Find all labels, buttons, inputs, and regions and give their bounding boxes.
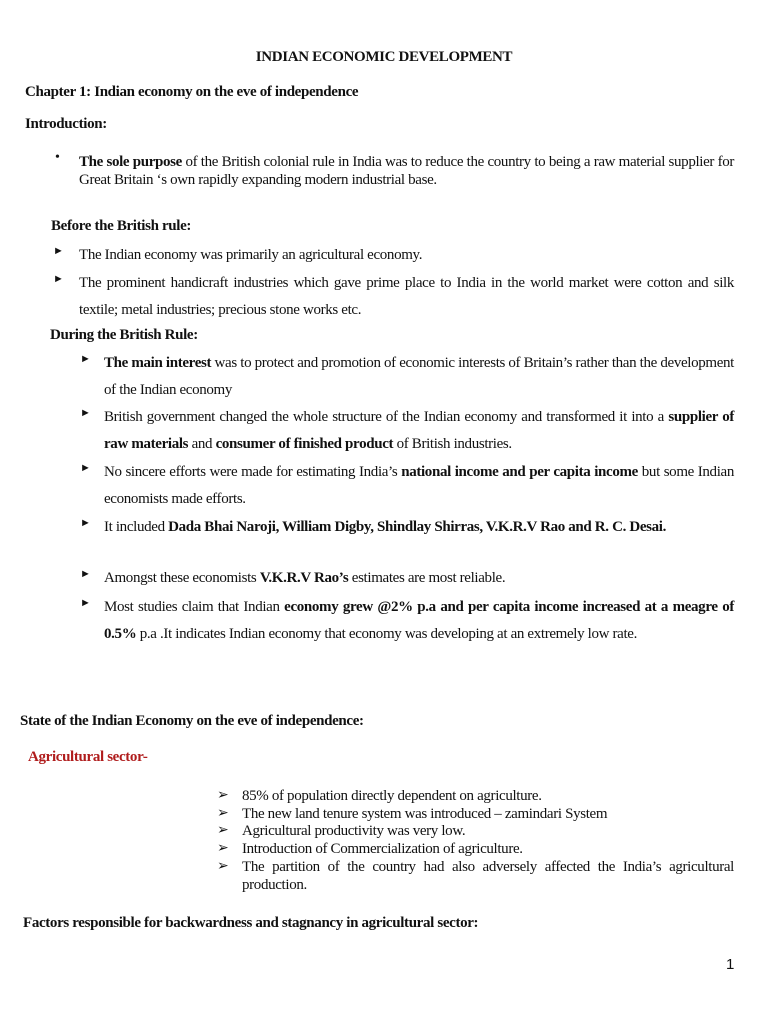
bold-text: V.K.R.V Rao’s <box>259 570 349 586</box>
factors-heading: Factors responsible for backwardness and stagnancy in agricultural sector: <box>23 915 479 931</box>
chapter-heading: Chapter 1: Indian economy on the eve of independence <box>25 84 359 100</box>
before-british-heading: Before the British rule: <box>51 218 192 234</box>
list-item: Introduction of Commercialization of agriculture. <box>242 841 523 857</box>
text: was to protect and promotion of economic interests of Britain’s rather than the development of the Indian economy <box>104 355 734 398</box>
document-title: INDIAN ECONOMIC DEVELOPMENT <box>255 49 513 65</box>
text: but some Indian economists made efforts. <box>104 464 734 507</box>
text: Most studies claim that Indian <box>104 599 285 615</box>
list-item <box>79 270 734 324</box>
text: of the British colonial rule in India was to reduce the country to being a raw material supplier for Great Britain ‘s own rapidly expanding modern industrial base. <box>79 154 735 188</box>
arrowhead-bullet-icon: ➢ <box>217 788 229 803</box>
text: p.a .It indicates Indian economy that economy was developing at an extremely low rate. <box>136 626 637 642</box>
bold-text: consumer of finished product <box>215 436 394 452</box>
list-item: The new land tenure system was introduced – zamindari System <box>242 806 608 822</box>
list-item <box>104 404 734 458</box>
list-item <box>104 350 734 404</box>
text: British government changed the whole structure of the Indian economy and transformed it into a <box>104 409 669 425</box>
text: The Indian economy was primarily an agricultural economy. <box>79 247 423 263</box>
during-british-heading: During the British Rule: <box>50 327 198 343</box>
intro-bullet-text <box>79 153 734 189</box>
arrowhead-bullet-icon: ➢ <box>217 806 229 821</box>
bullet-icon: • <box>55 150 60 165</box>
triangle-bullet-icon: ► <box>53 273 64 285</box>
list-item <box>104 459 734 513</box>
text: The prominent handicraft industries which gave prime place to India in the world market were cotton and silk textile; metal industries; precious stone works etc. <box>79 275 734 318</box>
arrowhead-bullet-icon: ➢ <box>217 823 229 838</box>
text: estimates are most reliable. <box>348 570 506 586</box>
state-heading: State of the Indian Economy on the eve of independence: <box>20 713 364 729</box>
list-item: Agricultural productivity was very low. <box>242 823 466 839</box>
agricultural-sector-heading: Agricultural sector- <box>28 749 148 765</box>
triangle-bullet-icon: ► <box>53 245 64 257</box>
arrowhead-bullet-icon: ➢ <box>217 841 229 856</box>
text: Amongst these economists <box>104 570 260 586</box>
introduction-heading: Introduction: <box>25 116 107 132</box>
list-item: 85% of population directly dependent on agriculture. <box>242 788 542 804</box>
list-item <box>79 242 734 269</box>
triangle-bullet-icon: ► <box>80 568 91 580</box>
bold-text: economy grew @2% p.a and per capita income increased at a meagre of 0.5% <box>104 599 734 642</box>
text: and <box>188 436 216 452</box>
triangle-bullet-icon: ► <box>80 517 91 529</box>
list-item: The partition of the country had also adversely affected the India’s agricultural production. <box>242 859 734 893</box>
text: No sincere efforts were made for estimating India’s <box>104 464 402 480</box>
list-item <box>104 594 734 648</box>
triangle-bullet-icon: ► <box>80 407 91 419</box>
bold-text: The main interest <box>104 355 212 371</box>
bold-text: The sole purpose <box>79 154 182 170</box>
triangle-bullet-icon: ► <box>80 597 91 609</box>
list-item <box>104 514 734 541</box>
bold-text: supplier of raw materials <box>104 409 734 452</box>
list-item <box>104 565 734 592</box>
bold-text: Dada Bhai Naroji, William Digby, Shindlay Shirras, V.K.R.V Rao and R. C. Desai. <box>168 519 667 535</box>
text: It included <box>104 519 169 535</box>
bold-text: national income and per capita income <box>401 464 638 480</box>
arrowhead-bullet-icon: ➢ <box>217 859 229 874</box>
text: of British industries. <box>393 436 512 452</box>
triangle-bullet-icon: ► <box>80 462 91 474</box>
page-number: 1 <box>726 956 735 973</box>
triangle-bullet-icon: ► <box>80 353 91 365</box>
